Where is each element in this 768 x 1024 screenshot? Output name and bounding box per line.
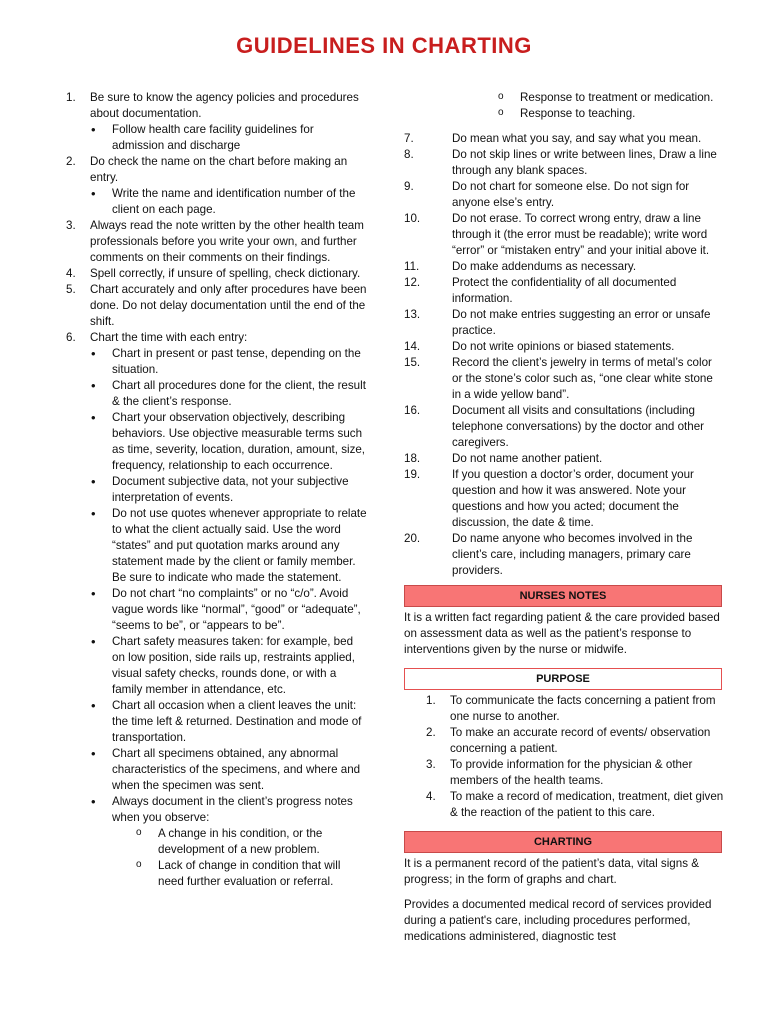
bullet-item: • Chart all specimens obtained, any abnormal characteristics of the specimens, and where and when the specimen was sent. <box>62 746 367 794</box>
item-number: 16. <box>404 404 421 417</box>
item-number: 10. <box>404 212 421 225</box>
right-column <box>402 90 724 945</box>
bullet-item: • Follow health care facility guidelines for admission and discharge <box>62 122 367 154</box>
item-text: Document all visits and consultations (including telephone conversations) by the doctor and other caregivers. <box>452 404 705 449</box>
item-text: To communicate the facts concerning a patient from one nurse to another. <box>450 694 716 723</box>
item-text: Always read the note written by the other health team professionals before you write your own, and further comments on their comments on their findings. <box>90 219 364 264</box>
item-number: 2. <box>426 726 436 739</box>
item-text: To provide information for the physician & other members of the health teams. <box>450 758 693 787</box>
charting-heading: CHARTING <box>404 831 722 853</box>
item-number: 3. <box>66 219 76 232</box>
left-column <box>62 90 367 890</box>
item-text: Do not erase. To correct wrong entry, draw a line through it (the error must be readable); write word “error” or “mistaken entry” and your initial above it. <box>452 212 710 257</box>
list-item <box>402 275 724 307</box>
item-text: Record the client’s jewelry in terms of metal’s color or the stone’s color such as, “one clear white stone in a wide yellow band”. <box>452 356 713 401</box>
list-item <box>402 725 724 757</box>
item-text: To make an accurate record of events/ observation concerning a patient. <box>450 726 711 755</box>
sub-bullet-item: o A change in his condition, or the development of a new problem. <box>62 826 367 858</box>
item-text: Chart the time with each entry: <box>90 331 248 344</box>
item-number: 9. <box>404 180 414 193</box>
item-number: 14. <box>404 340 421 353</box>
item-text: Spell correctly, if unsure of spelling, check dictionary. <box>90 267 361 280</box>
bullet-item: • Write the name and identification number of the client on each page. <box>62 186 367 218</box>
item-text: Do make addendums as necessary. <box>452 260 637 273</box>
item-number: 4. <box>426 790 436 803</box>
item-number: 13. <box>404 308 421 321</box>
purpose-heading: PURPOSE <box>404 668 722 690</box>
list-item <box>62 282 367 330</box>
bullet-item: • Always document in the client’s progress notes when you observe: <box>62 794 367 826</box>
item-number: 1. <box>426 694 436 707</box>
list-item <box>62 154 367 186</box>
item-text: Chart accurately and only after procedures have been done. Do not delay documentation until the end of the shift. <box>90 283 367 328</box>
list-item <box>402 531 724 579</box>
list-item <box>402 259 724 275</box>
list-item <box>62 266 367 282</box>
item-number: 19. <box>404 468 421 481</box>
nurses-notes-heading: NURSES NOTES <box>404 585 722 607</box>
list-item <box>402 355 724 403</box>
item-text: To make a record of medication, treatment, diet given & the reaction of the patient to this care. <box>450 790 724 819</box>
item-text: Be sure to know the agency policies and procedures about documentation. <box>90 91 359 120</box>
list-item <box>402 211 724 259</box>
item-text: Do not write opinions or biased statements. <box>452 340 675 353</box>
list-item <box>62 90 367 122</box>
item-text: Do not make entries suggesting an error or unsafe practice. <box>452 308 711 337</box>
item-number: 15. <box>404 356 421 369</box>
bullet-item: • Do not chart “no complaints” or no “c/o”. Avoid vague words like “normal”, “good” or “adequate”, “seems to be”, or “appears to be”. <box>62 586 367 634</box>
item-text: Do mean what you say, and say what you mean. <box>452 132 702 145</box>
list-item <box>402 757 724 789</box>
item-text: Do check the name on the chart before making an entry. <box>90 155 348 184</box>
nurses-notes-text: It is a written fact regarding patient & the care provided based on assessment data as well as the patient’s response to interventions given by the nurse or midwife. <box>404 611 720 656</box>
list-item <box>402 451 724 467</box>
item-text: Do name anyone who becomes involved in the client’s care, including managers, primary care providers. <box>452 532 693 577</box>
item-number: 4. <box>66 267 76 280</box>
list-item <box>402 307 724 339</box>
bullet-item: • Chart all occasion when a client leaves the unit: the time left & returned. Destination and mode of transportation. <box>62 698 367 746</box>
list-item <box>402 147 724 179</box>
bullet-item: • Document subjective data, not your subjective interpretation of events. <box>62 474 367 506</box>
item-number: 11. <box>404 260 420 273</box>
list-item <box>62 330 367 346</box>
charting-definition: It is a permanent record of the patient’s data, vital signs & progress; in the form of graphs and chart. <box>404 857 699 886</box>
list-item <box>402 693 724 725</box>
item-number: 2. <box>66 155 76 168</box>
item-text: If you question a doctor’s order, document your question and how it was answered. Note your questions and how you acted; document the discussion, the date & time. <box>452 468 694 529</box>
item-number: 5. <box>66 283 76 296</box>
bullet-item: • Do not use quotes whenever appropriate to relate to what the client actually said. Use the word “states” and put quotation marks around any statement made by the client or family member. Be sure to indicate who made the statement. <box>62 506 367 586</box>
bullet-item: • Chart in present or past tense, depending on the situation. <box>62 346 367 378</box>
item-text: Protect the confidentiality of all documented information. <box>452 276 677 305</box>
list-item <box>402 131 724 147</box>
list-item <box>62 218 367 266</box>
list-item <box>402 467 724 531</box>
sub-bullet-item: o Response to treatment or medication. <box>402 90 724 106</box>
sub-bullet-item: o Lack of change in condition that will need further evaluation or referral. <box>62 858 367 890</box>
sub-bullet-item: o Response to teaching. <box>402 106 724 122</box>
item-number: 18. <box>404 452 421 465</box>
page-title: GUIDELINES IN CHARTING <box>236 33 532 58</box>
item-text: Do not name another patient. <box>452 452 603 465</box>
bullet-item: • Chart your observation objectively, describing behaviors. Use objective measurable terms such as time, severity, location, duration, amount, size, frequency, relationship to each occurrence. <box>62 410 367 474</box>
list-item <box>402 179 724 211</box>
item-number: 3. <box>426 758 436 771</box>
bullet-item: • Chart all procedures done for the client, the result & the client’s response. <box>62 378 367 410</box>
item-text: Do not skip lines or write between lines, Draw a line through any blank spaces. <box>452 148 717 177</box>
charting-description: Provides a documented medical record of services provided during a patient's care, including procedures performed, medications administered, diagnostic test <box>404 898 712 943</box>
item-text: Do not chart for someone else. Do not sign for anyone else’s entry. <box>452 180 690 209</box>
item-number: 20. <box>404 532 421 545</box>
item-number: 12. <box>404 276 421 289</box>
item-number: 6. <box>66 331 76 344</box>
list-item <box>402 403 724 451</box>
bullet-item: • Chart safety measures taken: for example, bed on low position, side rails up, restraints applied, visual safety checks, rounds done, or with a family member in attendance, etc. <box>62 634 367 698</box>
item-number: 1. <box>66 91 76 104</box>
item-number: 7. <box>404 132 414 145</box>
list-item <box>402 789 724 821</box>
item-number: 8. <box>404 148 414 161</box>
list-item <box>402 339 724 355</box>
